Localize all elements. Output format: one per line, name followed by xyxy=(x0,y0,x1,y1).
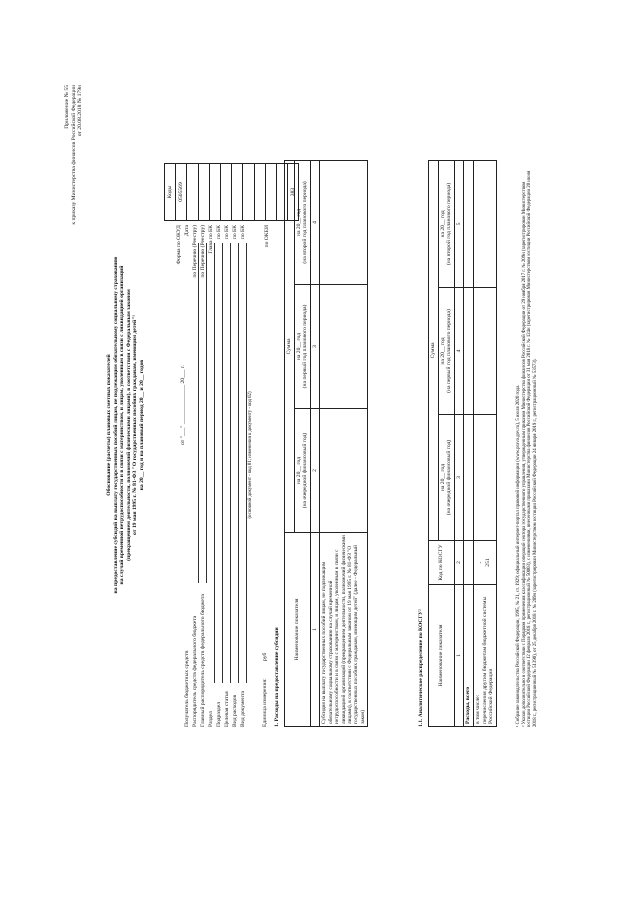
field-label-subsection: Подраздел xyxy=(216,701,222,727)
codes-label-okud: Форма по ОКУД xyxy=(176,225,182,265)
codes-value-registry-2 xyxy=(209,164,220,221)
field-label-expense-type: Вид расходов xyxy=(232,694,238,727)
footnotes xyxy=(516,167,538,727)
section-1-1-period-2-year: на 20__ год xyxy=(439,337,446,365)
section-1-period-3-note: (на второй год планового периода) xyxy=(302,181,309,264)
date-line: от "___" ______________ 20___ г. xyxy=(180,365,186,445)
codes-label-chapter: Глава по БК xyxy=(208,225,214,254)
codes-value-chapter xyxy=(220,164,231,221)
section-1-period-1-note: (на очередной финансовый год) xyxy=(302,432,309,509)
section-1-subsidy-row-label: Субсидия на выплату государственных пособий лицам, не подлежащим обязательному социальному страхованию на случай временной нетрудоспособности и в связи с материнством, и лицам, уволенным в связи с ликвидацией организаций (прекращением деятельности, полномочий физическими лицами), в соответствии с Федеральным законом от 19 мая 1995 г. № 81-ФЗ "О государственных пособиях гражданам, имеющим детей" (далее - Федеральный закон) xyxy=(320,533,368,727)
section-1-period-2-year: на 20__ год xyxy=(295,332,302,361)
field-line-section xyxy=(214,243,215,683)
section-1-1-period-1-year: на 20__ год xyxy=(439,463,446,492)
codes-value-okei: 383 xyxy=(288,164,299,221)
codes-label-bk-3: по БК xyxy=(232,225,238,240)
section-1-colnum-2: 2 xyxy=(310,409,320,533)
section-1-1-header-code: Код по КОСГУ xyxy=(429,541,455,585)
appendix-order: к приказу Министерства финансов Российской Федерации xyxy=(70,85,77,225)
section-1-subsidy-value-3 xyxy=(320,160,368,284)
section-1-1-row-transfers-value-3 xyxy=(473,160,496,287)
section-1-subsidy-value-2 xyxy=(320,285,368,409)
codes-table xyxy=(164,163,299,221)
title-line-6: на 20__ год и на плановый период 20__ и 20__ годов xyxy=(138,359,145,491)
section-1-table xyxy=(284,160,368,727)
section-1-1-row-total-label: Расходы, всего xyxy=(464,585,474,727)
appendix-header xyxy=(64,85,84,265)
appendix-number: Приложение № 55 xyxy=(64,85,70,129)
section-1-colnum-3: 3 xyxy=(310,285,320,409)
section-1-1-title: 1.1. Аналитическое распределение по КОСГУ² xyxy=(418,609,424,727)
title-line-4: (прекращением деятельности, полномочий физическими лицами), в соответствии с Федеральным законом xyxy=(125,289,132,561)
footnote-2: ² Указан дополнительно в соответствии с Порядком применения классификации операций сектора государственного управления, утвержденным приказом Министерства финансов Российской Федерации от 29 ноября 2017 г. № 209н (зарегистрирован Министерством юстиции Российской Федерации 12 февраля 2018 г., регистрационный № 50003), с изменениями, внесенными приказами Министерства финансов Российской Федерации от 31 мая 2018 г. № 124н (зарегистрирован Министерством юстиции Российской Федерации 20 июня 2018 г., регистрационный № 51390), от 25 декабря 2018 г. № 289н (зарегистрирован Министерством юстиции Российской Федерации 24 января 2019 г., регистрационный № 53573). xyxy=(521,170,538,727)
section-1-period-1-year: на 20__ год xyxy=(295,456,302,485)
units-label: Единица измерения: xyxy=(262,678,268,727)
title-line-1: Обоснование (расчеты) плановых сметных показателей xyxy=(106,354,112,496)
field-label-recipient: Получатель бюджетных средств xyxy=(184,650,190,727)
section-1-1-table xyxy=(428,160,497,727)
codes-label-bk-1: по БК xyxy=(216,225,222,240)
units-value: руб xyxy=(262,652,268,661)
codes-label-bk-2: по БК xyxy=(224,225,230,240)
section-1-1-row-transfers-code xyxy=(473,541,496,585)
field-label-section: Раздел xyxy=(208,711,214,727)
codes-value-bk-3 xyxy=(254,164,265,221)
field-label-target-item: Целевая статья xyxy=(224,691,230,727)
section-1-1-row-transfers-value-1 xyxy=(473,415,496,541)
section-1-1-period-3-year: на 20__ год xyxy=(439,210,446,238)
field-label-manager: Распорядитель средств федерального бюджета xyxy=(192,615,198,727)
section-1-1-row-transfers-value-2 xyxy=(473,288,496,415)
section-1-period-2 xyxy=(294,285,310,409)
section-1-title: 1. Расходы на предоставление субсидии xyxy=(274,627,280,727)
codes-header: Коды xyxy=(165,164,176,221)
section-1-1-row-total-value-1 xyxy=(464,415,474,541)
section-1-1-row-including-code: - xyxy=(478,561,485,564)
section-1-1-row-total-code xyxy=(464,541,474,585)
section-1-1-period-2 xyxy=(438,288,454,415)
section-1-1-row-transfers xyxy=(473,585,496,727)
section-1-1-colnum-5: 5 xyxy=(454,160,464,287)
section-1-1-header-sum: Сумма xyxy=(429,160,439,540)
section-1-period-3 xyxy=(294,160,310,284)
section-1-1-colnum-4: 4 xyxy=(454,288,464,415)
section-1-1-period-1 xyxy=(438,415,454,541)
section-1-1-colnum-3: 3 xyxy=(454,415,464,541)
section-1-1-row-transfers-code-value: 251 xyxy=(484,558,491,567)
codes-label-bk-4: по БК xyxy=(240,225,246,240)
codes-value-bk-4 xyxy=(265,164,276,221)
codes-value-okud: 0505569 xyxy=(176,164,187,221)
codes-value-bk-1 xyxy=(232,164,243,221)
section-1-1-period-1-note: (на очередной финансовый год) xyxy=(446,439,453,516)
section-1-1-period-3-note: (на второй год планового периода) xyxy=(446,182,453,266)
codes-label-registry-2: по Перечню (Реестру) xyxy=(200,225,206,278)
title-line-2: на предоставление субсидий на выплату государственных пособий лицам, не подлежащим обязательному социальному страхованию xyxy=(112,256,119,594)
section-1-1-row-total-value-2 xyxy=(464,288,474,415)
field-line-document-type xyxy=(246,243,247,683)
appendix-date: от 20.08.2018 № 179н xyxy=(77,85,84,137)
section-1-colnum-1: 1 xyxy=(310,533,320,727)
section-1-1-colnum-2: 2 xyxy=(454,541,464,585)
section-1-1-colnum-1: 1 xyxy=(454,585,464,727)
section-1-1-period-3 xyxy=(438,160,454,287)
footnote-1: ¹ Собрание законодательства Российской Федерации, 1995, № 21, ст. 1929; официальный интернет-портал правовой информации (www.pravo.gov.ru), 5 июля 2020 года. xyxy=(516,384,521,727)
field-line-target-item xyxy=(230,243,231,683)
section-1-header-name: Наименование показателя xyxy=(285,533,311,727)
codes-value-registry-1 xyxy=(198,164,209,221)
section-1-1-row-total-value-3 xyxy=(464,160,474,287)
section-1-period-1 xyxy=(294,409,310,533)
codes-value-bk-2 xyxy=(243,164,254,221)
codes-label-date: Дата xyxy=(184,225,190,237)
field-line-subsection xyxy=(222,243,223,683)
section-1-1-row-including-label: в том числе: xyxy=(474,694,481,724)
document-title xyxy=(106,145,146,705)
title-line-3: на случай временной нетрудоспособности и в связи с материнством, и лицам, уволенным в связи с ликвидацией организаций xyxy=(119,265,126,585)
codes-label-registry-1: по Перечню (Реестру) xyxy=(192,225,198,278)
title-line-5: от 19 мая 1995 г. № 81-ФЗ "О государственных пособиях гражданам, имеющим детей"¹ xyxy=(132,315,139,535)
codes-value-date xyxy=(187,164,198,221)
section-1-1-row-transfers-label: перечисления другим бюджетам бюджетной системы Российской Федерации xyxy=(481,596,495,724)
document-type-note: (основной документ - код 01; изменения к документу - код 02) xyxy=(248,391,253,519)
section-1-header-sum: Сумма xyxy=(285,160,295,532)
section-1-colnum-4: 4 xyxy=(310,160,320,284)
field-line-expense-type xyxy=(238,243,239,683)
field-label-chief-manager: Главный распорядитель средств федерального бюджета xyxy=(200,594,206,727)
codes-label-okei: по ОКЕИ xyxy=(264,225,270,248)
section-1-subsidy-value-1 xyxy=(320,409,368,533)
field-label-document-type: Вид документа xyxy=(240,691,246,727)
section-1-1-header-name: Наименование показателя xyxy=(429,585,455,727)
section-1-period-3-year: на 20__ год xyxy=(295,208,302,237)
section-1-period-2-note: (на первый год планового периода) xyxy=(302,304,309,389)
section-1-1-period-2-note: (на первый год планового периода) xyxy=(446,309,453,393)
